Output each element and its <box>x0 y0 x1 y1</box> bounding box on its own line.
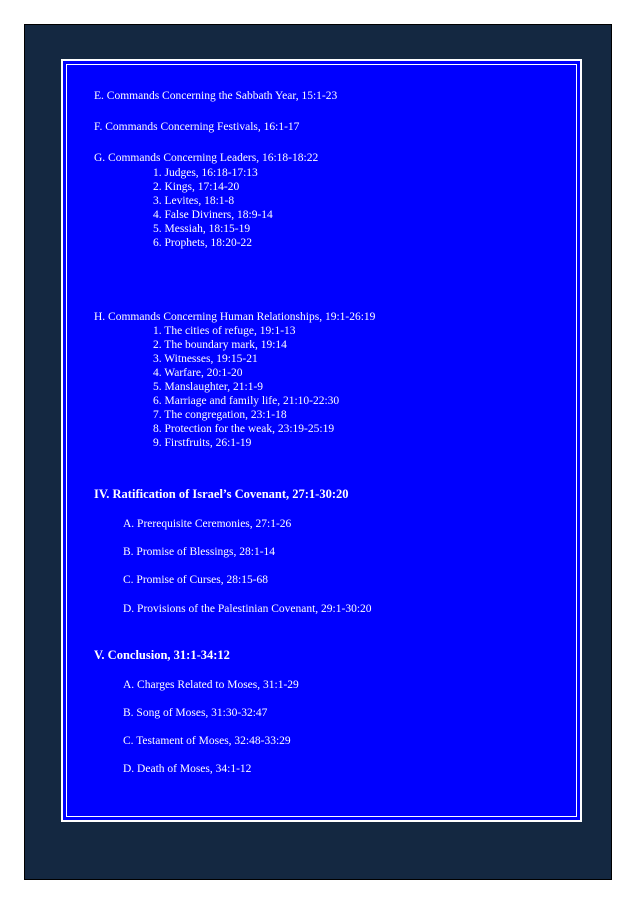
section-h-item: 1. The cities of refuge, 19:1-13 <box>153 325 296 337</box>
section-h-item: 3. Witnesses, 19:15-21 <box>153 353 258 365</box>
section-g-item: 3. Levites, 18:1-8 <box>153 195 235 207</box>
section-g-item: 4. False Diviners, 18:9-14 <box>153 209 273 221</box>
outline-panel <box>61 59 582 822</box>
section-e: E. Commands Concerning the Sabbath Year, 15:1-23 <box>94 90 338 102</box>
section-g-item: 1. Judges, 16:18-17:13 <box>153 167 258 179</box>
section-h-title: H. Commands Concerning Human Relationships, 19:1-26:19 <box>94 311 376 323</box>
part-v-title: V. Conclusion, 31:1-34:12 <box>94 648 230 662</box>
part-v-item: C. Testament of Moses, 32:48-33:29 <box>123 735 291 747</box>
part-iv-title: IV. Ratification of Israel’s Covenant, 27:1-30:20 <box>94 487 349 501</box>
part-iv-item: D. Provisions of the Palestinian Covenant, 29:1-30:20 <box>123 603 372 615</box>
part-v-item: A. Charges Related to Moses, 31:1-29 <box>123 679 299 691</box>
section-g-item: 6. Prophets, 18:20-22 <box>153 237 253 249</box>
section-g-title: G. Commands Concerning Leaders, 16:18-18:22 <box>94 152 319 164</box>
section-h-item: 7. The congregation, 23:1-18 <box>153 409 287 421</box>
section-h-item: 2. The boundary mark, 19:14 <box>153 339 287 351</box>
outline-content <box>63 61 580 820</box>
section-g-item: 5. Messiah, 18:15-19 <box>153 223 251 235</box>
section-h-item: 4. Warfare, 20:1-20 <box>153 367 243 379</box>
section-h-item: 8. Protection for the weak, 23:19-25:19 <box>153 423 335 435</box>
part-iv-item: A. Prerequisite Ceremonies, 27:1-26 <box>123 518 292 530</box>
section-h-item: 6. Marriage and family life, 21:10-22:30 <box>153 395 340 407</box>
part-iv-item: B. Promise of Blessings, 28:1-14 <box>123 546 276 558</box>
section-g-item: 2. Kings, 17:14-20 <box>153 181 240 193</box>
section-h-item: 9. Firstfruits, 26:1-19 <box>153 437 252 449</box>
part-v-item: B. Song of Moses, 31:30-32:47 <box>123 707 268 719</box>
section-f: F. Commands Concerning Festivals, 16:1-17 <box>94 121 300 133</box>
section-h-item: 5. Manslaughter, 21:1-9 <box>153 381 264 393</box>
part-iv-item: C. Promise of Curses, 28:15-68 <box>123 574 269 586</box>
part-v-item: D. Death of Moses, 34:1-12 <box>123 763 252 775</box>
